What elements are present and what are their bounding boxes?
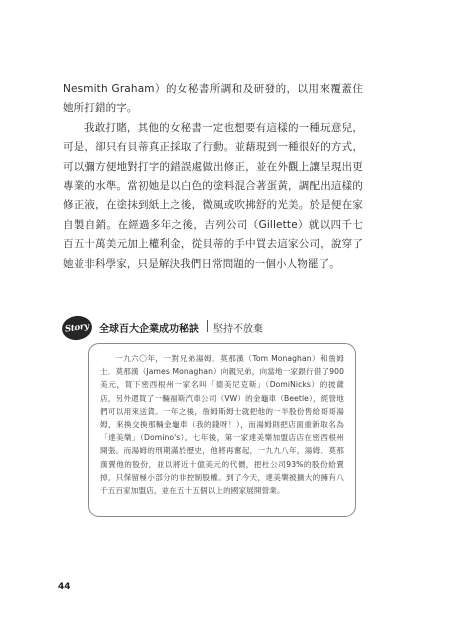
page-number: 44 — [58, 582, 71, 592]
body-paragraph-1: Nesmith Graham）的女秘書所調和及研發的，以用來覆蓋住她所打錯的字。 — [63, 83, 363, 115]
body-paragraph-2: 我敢打賭，其他的女秘書一定也想要有這樣的一種玩意兒，可是，卻只有貝蒂真正採取了行動。並藉現到一種很好的方式，可以彌方便地對打字的錯誤處做出修正，並在外觀上讓呈現出更專業的水準。當初她是以白色的塗料混合著蛋黃，調配出這樣的修正液，在塗抹到紙上之後，微風或吹拂舒的光美。於是便在家自製自銷。在經過多年之後，吉列公司（Gillette）就以四千七百五十萬美元加上權利金，從貝蒂的手中買去這家公司，說穿了她並非科學家，只是解決我們日常問題的一個小人物罷了。 — [63, 121, 363, 270]
story-box — [88, 343, 356, 517]
body-text — [63, 80, 363, 274]
story-subtitle: 堅持不放棄 — [213, 324, 263, 335]
story-header — [62, 316, 382, 340]
story-badge: Story — [60, 314, 93, 342]
title-separator — [207, 320, 208, 332]
story-title: 全球百大企業成功秘訣 — [99, 324, 199, 335]
story-text: 一九六〇年，一對兄弟湯姆．莫那漢（Tom Monaghan）和詹姆士．莫那漢（James Monaghan）向親兄弟，向當地一家銀行借了900美元，買下密西根州一家名叫「德美尼克斯」（DomiNicks）的披薩店，另外還買了一輛福斯汽車公司（VW）的金龜車（Beetle），經營地們可以用來送貨。一年之後，詹姆斯姆士就把他的一半股份售給哥哥湯姆，來換交換那輛金龜車（我的錢呀！），而湯姆則把店面重新取名為「達美樂」（Domino's）。七年後，第一家達美樂加盟店店在密西根州開張。而湯姆的刑期滿於歷史，他將再奮起，一九九八年，湯姆．莫那漢賣他的股份，並以將近十億美元的代價，把杜公司93%的股份給賣掉，只保留極小部分的非控制股權。到了今天，達美樂被擴大的擁有八千五百家加盟店，並在五十五個以上的國家展開營業。 — [100, 354, 344, 496]
